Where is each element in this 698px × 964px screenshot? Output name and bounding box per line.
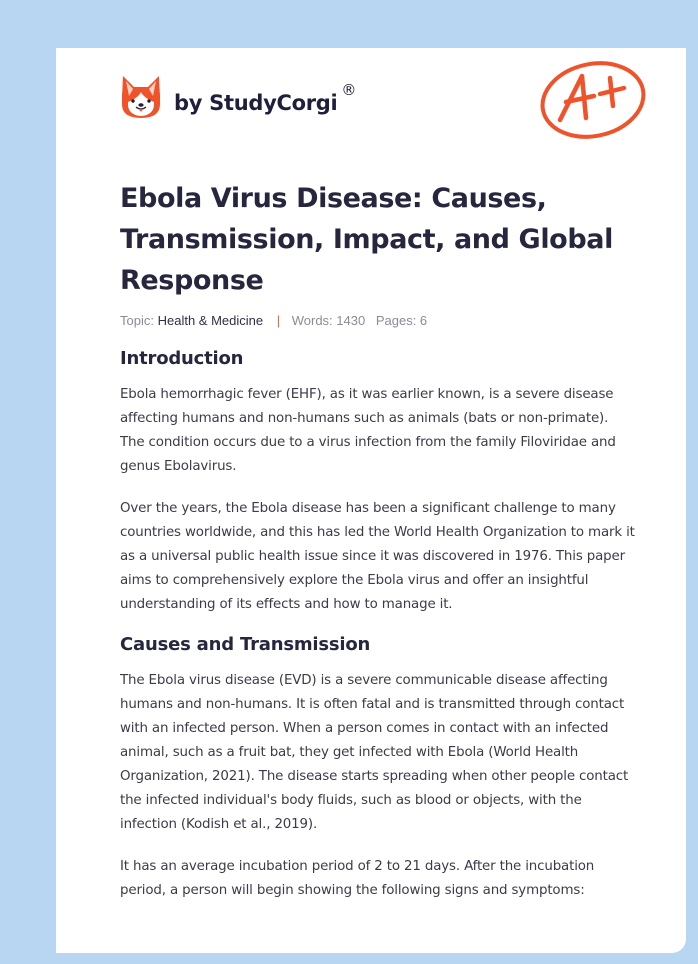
document-card (56, 48, 686, 953)
paragraph: Ebola hemorrhagic fever (EHF), as it was earlier known, is a severe disease affecting humans and non-humans such as animals (bats or non-primate). The condition occurs due to a virus infection from the family Filoviridae and genus Ebolavirus. (120, 387, 616, 474)
studycorgi-logo[interactable] (120, 74, 356, 120)
article-title: Ebola Virus Disease: Causes, Transmission, Impact, and Global Response (120, 183, 613, 296)
paragraph: It has an average incubation period of 2 to 21 days. After the incubation period, a person will begin showing the following signs and symptoms: (120, 859, 595, 898)
article-meta (120, 311, 636, 331)
a-plus-grade-icon (538, 58, 648, 140)
meta-separator: | (276, 313, 281, 328)
paragraph: Over the years, the Ebola disease has been a significant challenge to many countries worldwide, and this has led the World Health Organization to mark it as a universal public health issue since it was discovered in 1976. This paper aims to comprehensively explore the Ebola virus and offer an insightful understanding of its effects and how to manage it. (120, 501, 635, 612)
registered-mark: ® (341, 81, 357, 99)
document-header (56, 48, 686, 158)
topic-link[interactable]: Health & Medicine (157, 313, 264, 328)
word-count: Words: 1430 (291, 313, 366, 328)
brand-name: by StudyCorgi (174, 91, 338, 115)
section-heading-causes-and-transmission: Causes and Transmission (120, 634, 371, 655)
section-heading-introduction: Introduction (120, 348, 244, 369)
corgi-logo-icon (120, 74, 162, 120)
topic-label: Topic: (120, 313, 154, 328)
article-content (120, 178, 636, 903)
paragraph: The Ebola virus disease (EVD) is a severe communicable disease affecting humans and non-humans. It is often fatal and is transmitted through contact with an infected person. When a person comes in contact with an infected animal, such as a fruit bat, they get infected with Ebola (World Health Organization, 2021). The disease starts spreading when other people contact the infected individual's body fluids, such as blood or objects, with the infection (Kodish et al., 2019). (120, 673, 629, 832)
page-count: Pages: 6 (375, 313, 428, 328)
